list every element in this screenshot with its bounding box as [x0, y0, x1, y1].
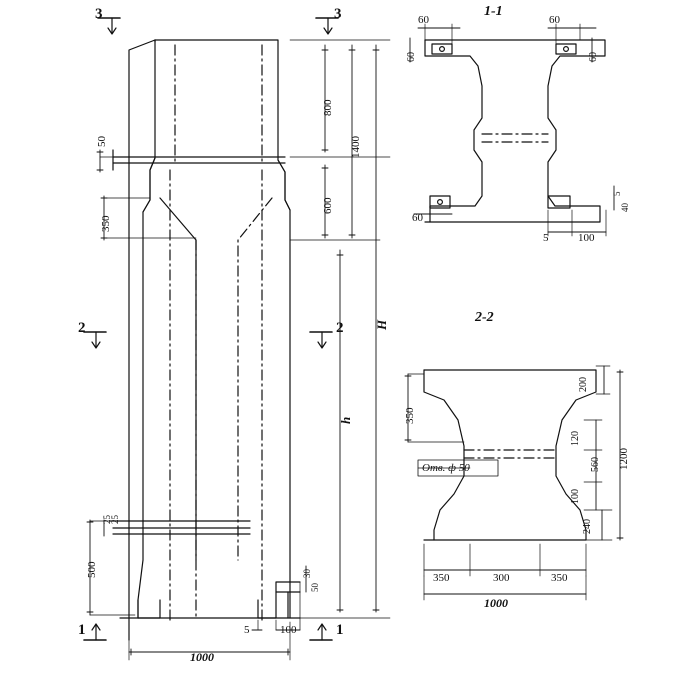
sec22-dim-350-left: 350 [404, 407, 416, 424]
sec22-dim-1000-b: 1000 [484, 596, 508, 610]
sec22-dim-350-b2: 350 [551, 572, 568, 584]
sec11-dim-60-vl: 60 [406, 52, 417, 62]
dim-600: 600 [322, 197, 334, 214]
dim-350: 350 [100, 215, 112, 232]
sec22-dim-1200: 1200 [618, 448, 630, 470]
sec22-dim-300-b: 300 [493, 572, 510, 584]
mark-3-right: 3 [334, 6, 342, 22]
dim-50-bot: 50 [310, 583, 320, 592]
section-1-1-title: 1-1 [484, 4, 503, 19]
sec11-dim-60-tl: 60 [418, 14, 429, 26]
dim-5-bottom: 5 [244, 624, 250, 636]
sec11-dim-100-b: 100 [578, 232, 595, 244]
sec22-dim-350-b1: 350 [433, 572, 450, 584]
mark-2-left: 2 [78, 320, 86, 336]
dim-1400: 1400 [350, 136, 362, 158]
sec11-dim-5-r: 5 [612, 191, 622, 196]
dim-h: h [338, 416, 353, 424]
sec11-dim-5-b: 5 [543, 232, 549, 244]
mark-1-left: 1 [78, 622, 86, 638]
dim-1000-bottom: 1000 [190, 650, 214, 664]
sec22-dim-200: 200 [578, 377, 589, 392]
sec11-dim-60-tr: 60 [549, 14, 560, 26]
dim-30: 30 [302, 569, 312, 578]
dim-H: H [374, 319, 389, 330]
dim-25-b: 25 [110, 515, 120, 524]
mark-2-right: 2 [336, 320, 344, 336]
dim-500: 500 [86, 561, 98, 578]
mark-3-left: 3 [95, 6, 103, 22]
dim-50-top: 50 [96, 136, 108, 147]
dim-25-a: 25 [102, 515, 112, 524]
sec22-dim-120: 120 [570, 431, 581, 446]
sec22-dim-560: 560 [590, 457, 601, 472]
dim-800: 800 [322, 99, 334, 116]
sec22-dim-100: 100 [570, 489, 581, 504]
mark-1-right: 1 [336, 622, 344, 638]
sec11-dim-60-vr: 60 [588, 52, 599, 62]
sec11-dim-40-r: 40 [620, 203, 630, 212]
section-2-2-title: 2-2 [475, 310, 494, 325]
sec11-dim-60-bl: 60 [412, 212, 423, 224]
sec22-dim-240: 240 [582, 519, 593, 534]
sec22-hole-note: Отв. ф 50 [422, 462, 470, 474]
dim-100-bottom: 100 [280, 624, 297, 636]
